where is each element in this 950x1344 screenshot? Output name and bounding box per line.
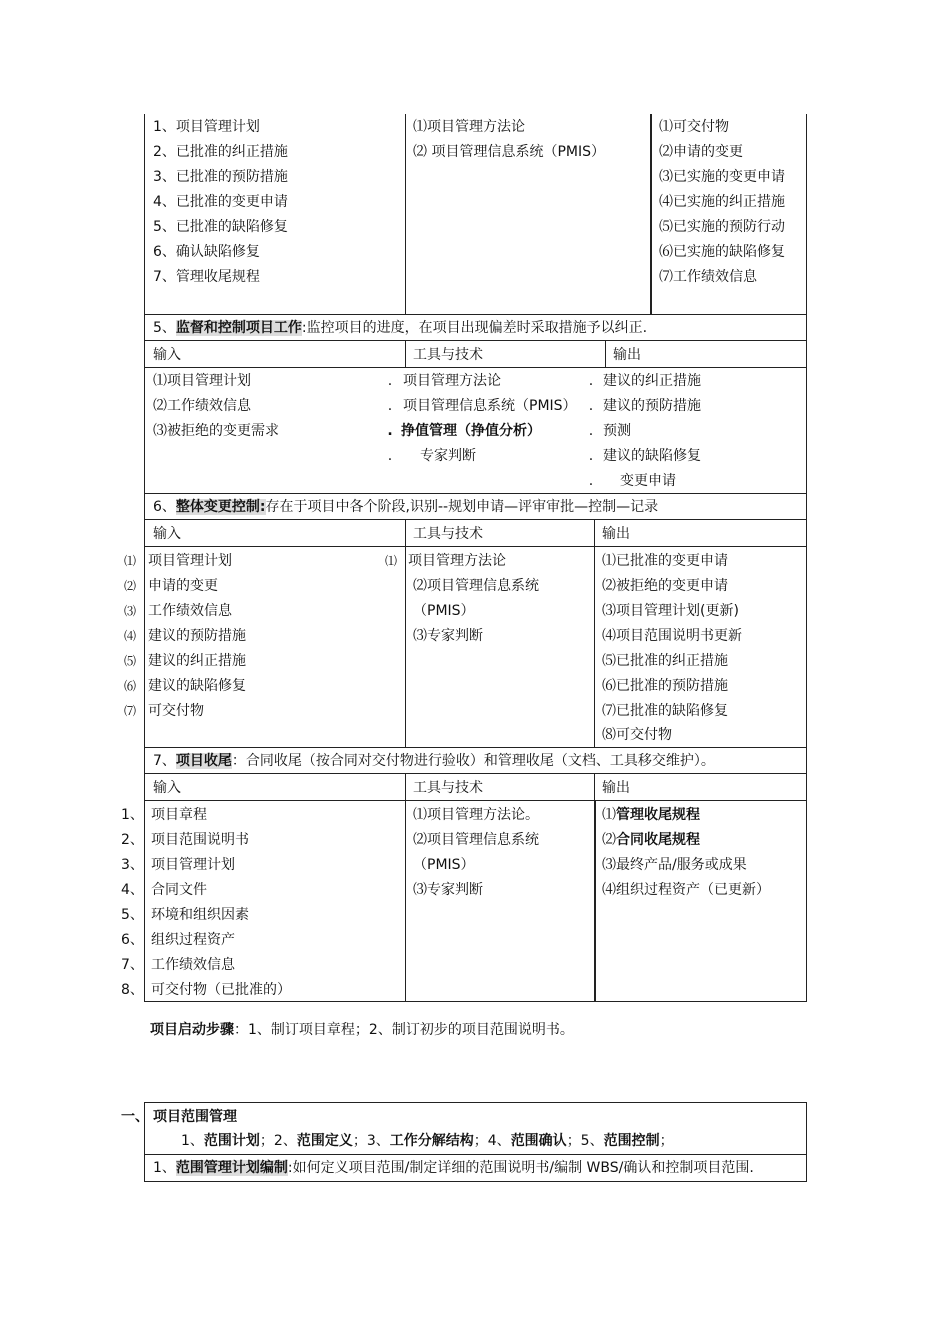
sec6-title: 整体变更控制: — [175, 499, 266, 515]
sec6-input-mark: ⑺ — [124, 704, 137, 718]
sec6-head-tools: 工具与技术 — [413, 526, 483, 542]
sec6-input-7: 可交付物 — [148, 703, 204, 719]
sec6-output-4: ⑷项目范围说明书更新 — [602, 628, 742, 644]
sec5-desc: :监控项目的进度，在项目出现偏差时采取措施予以纠正. — [301, 320, 648, 336]
sec6-output-6: ⑹已批准的预防措施 — [602, 678, 728, 694]
sec7-tool-3: （PMIS） — [413, 857, 475, 873]
sec7-title: 项目收尾 — [175, 753, 232, 769]
sec6-output-7: ⑺已批准的缺陷修复 — [602, 703, 728, 719]
scope-step-num: ；2、 — [259, 1133, 297, 1149]
sec4-output-1: ⑴可交付物 — [659, 119, 729, 135]
scope-step-end: ； — [659, 1133, 674, 1149]
sec7-output-3: 最终产品/服务或成果 — [616, 857, 747, 873]
sec6-input-mark: ⑴ — [124, 554, 137, 568]
startup-label: 项目启动步骤 — [150, 1022, 234, 1038]
sec7-output-2: 合同收尾规程 — [616, 832, 700, 848]
sec7-input-mark: 6、 — [121, 932, 144, 948]
sec7-input-mark: 2、 — [121, 832, 144, 848]
sec7-head-input: 输入 — [153, 780, 181, 796]
sec6-header — [144, 493, 807, 520]
sec7-output-mark: ⑷ — [602, 882, 616, 898]
sec6-tool-3: （PMIS） — [413, 603, 475, 619]
sec4-input-7: 7、管理收尾规程 — [153, 269, 260, 285]
sec5-head-tools: 工具与技术 — [413, 347, 483, 363]
sec5-tool-2: 项目管理信息系统（PMIS） — [403, 398, 577, 414]
sec7-output-4: 组织过程资产（已更新） — [616, 882, 770, 898]
sec5-tool-4: 专家判断 — [420, 448, 476, 464]
sec6-output-5: ⑸已批准的纠正措施 — [602, 653, 728, 669]
scope-step-wbs: 工作分解结构 — [389, 1133, 474, 1149]
sec5-tool-3: 挣值管理（挣值分析） — [401, 423, 541, 439]
sec7-input-2: 项目范围说明书 — [151, 832, 249, 848]
sec6-tool-1: 项目管理方法论 — [408, 553, 506, 569]
sec7-desc: ：合同收尾（按合同对交付物进行验收）和管理收尾（文档、工具移交维护）。 — [231, 753, 715, 769]
sec6-input-6: 建议的缺陷修复 — [148, 678, 246, 694]
sec6-output-1: ⑴已批准的变更申请 — [602, 553, 728, 569]
sec6-input-1: 项目管理计划 — [148, 553, 232, 569]
sec5-bullet: . — [588, 423, 594, 439]
sec4-input-6: 6、确认缺陷修复 — [153, 244, 260, 260]
sec7-input-6: 组织过程资产 — [151, 932, 235, 948]
scope-row-num: 1、 — [153, 1160, 176, 1176]
sec7-head-tools: 工具与技术 — [413, 780, 483, 796]
sec5-head-output: 输出 — [613, 347, 641, 363]
sec4-output-4: ⑷已实施的纠正措施 — [659, 194, 785, 210]
sec6-tool-4: ⑶专家判断 — [413, 628, 483, 644]
sec5-output-2: 建议的预防措施 — [603, 398, 701, 414]
sec6-output-3: ⑶项目管理计划(更新) — [602, 603, 739, 619]
sec7-output-mark: ⑶ — [602, 857, 616, 873]
sec7-head-output: 输出 — [602, 780, 630, 796]
sec5-bullet: . — [588, 448, 594, 464]
sec6-input-5: 建议的纠正措施 — [148, 653, 246, 669]
sec6-head-input: 输入 — [153, 526, 181, 542]
sec7-tool-1: ⑴项目管理方法论。 — [413, 807, 539, 823]
sec5-header — [144, 314, 807, 341]
sec4-output-7: ⑺工作绩效信息 — [659, 269, 757, 285]
sec4-output-6: ⑹已实施的缺陷修复 — [659, 244, 785, 260]
sec7-output-mark: ⑴ — [602, 807, 616, 823]
sec4-tool-1: ⑴项目管理方法论 — [413, 119, 525, 135]
sec5-head-input: 输入 — [153, 347, 181, 363]
sec5-input-2: ⑵工作绩效信息 — [153, 398, 251, 414]
scope-step-num: 1、 — [181, 1133, 204, 1149]
sec7-input-3: 项目管理计划 — [151, 857, 235, 873]
sec7-input-mark: 8、 — [121, 982, 144, 998]
sec7-input-7: 工作绩效信息 — [151, 957, 235, 973]
scope-step-define: 范围定义 — [296, 1133, 353, 1149]
sec7-input-mark: 3、 — [121, 857, 144, 873]
sec6-input-4: 建议的预防措施 — [148, 628, 246, 644]
sec5-title: 监督和控制项目工作 — [175, 320, 302, 336]
sec5-bullet: . — [588, 473, 594, 489]
sec6-output-8: ⑻可交付物 — [602, 727, 672, 743]
scope-step-control: 范围控制 — [603, 1133, 660, 1149]
sec7-header — [144, 747, 807, 774]
scope-header — [144, 1102, 807, 1155]
scope-row-title: 范围管理计划编制 — [175, 1160, 288, 1176]
sec7-output-mark: ⑵ — [602, 832, 616, 848]
sec6-num: 6、 — [153, 499, 176, 515]
sec5-tool-1: 项目管理方法论 — [403, 373, 501, 389]
sec4-tool-2: ⑵ 项目管理信息系统（PMIS） — [413, 144, 605, 160]
scope-step-num: ；3、 — [352, 1133, 390, 1149]
sec4-input-5: 5、已批准的缺陷修复 — [153, 219, 288, 235]
sec5-bullet: . — [387, 398, 393, 414]
sec6-input-mark: ⑸ — [124, 654, 137, 668]
sec7-input-4: 合同文件 — [151, 882, 207, 898]
sec4-input-1: 1、项目管理计划 — [153, 119, 260, 135]
sec6-output-2: ⑵被拒绝的变更申请 — [602, 578, 728, 594]
sec7-tool-4: ⑶专家判断 — [413, 882, 483, 898]
sec5-input-1: ⑴项目管理计划 — [153, 373, 251, 389]
sec7-input-5: 环境和组织因素 — [151, 907, 249, 923]
sec4-input-4: 4、已批准的变更申请 — [153, 194, 288, 210]
sec7-input-mark: 4、 — [121, 882, 144, 898]
sec6-input-mark: ⑵ — [124, 579, 137, 593]
scope-title: 项目范围管理 — [153, 1109, 237, 1125]
sec6-input-2: 申请的变更 — [148, 578, 218, 594]
sec5-bullet: . — [387, 423, 393, 439]
sec5-output-3: 预测 — [603, 423, 631, 439]
sec5-bullet: . — [588, 373, 594, 389]
sec7-output-1: 管理收尾规程 — [616, 807, 700, 823]
sec4-input-2: 2、已批准的纠正措施 — [153, 144, 288, 160]
sec6-input-3: 工作绩效信息 — [148, 603, 232, 619]
sec6-tool-mark: ⑴ — [385, 554, 398, 568]
sec7-input-1: 项目章程 — [151, 807, 207, 823]
sec6-head-output: 输出 — [602, 526, 630, 542]
scope-row-desc: :如何定义项目范围/制定详细的范围说明书/编制 WBS/确认和控制项目范围. — [287, 1160, 754, 1176]
scope-steps — [181, 1131, 674, 1151]
sec5-bullet: . — [588, 398, 594, 414]
scope-step-verify: 范围确认 — [510, 1133, 567, 1149]
startup-note — [150, 1020, 574, 1040]
sec6-tool-2: ⑵项目管理信息系统 — [413, 578, 539, 594]
scope-step-num: ；4、 — [473, 1133, 511, 1149]
sec5-output-5: 变更申请 — [620, 473, 676, 489]
startup-text: ：1、制订项目章程；2、制订初步的项目范围说明书。 — [234, 1022, 574, 1038]
sec5-bullet: . — [387, 448, 393, 464]
sec7-tool-2: ⑵项目管理信息系统 — [413, 832, 539, 848]
scope-step-plan: 范围计划 — [203, 1133, 260, 1149]
sec5-num: 5、 — [153, 320, 176, 336]
sec5-output-4: 建议的缺陷修复 — [603, 448, 701, 464]
sec4-output-3: ⑶已实施的变更申请 — [659, 169, 785, 185]
sec6-input-mark: ⑷ — [124, 629, 137, 643]
sec4-input-3: 3、已批准的预防措施 — [153, 169, 288, 185]
sec4-output-5: ⑸已实施的预防行动 — [659, 219, 785, 235]
sec5-output-1: 建议的纠正措施 — [603, 373, 701, 389]
scope-row-1 — [144, 1154, 807, 1182]
scope-step-num: ；5、 — [566, 1133, 604, 1149]
sec5-input-3: ⑶被拒绝的变更需求 — [153, 423, 279, 439]
sec7-input-8: 可交付物（已批准的） — [151, 982, 291, 998]
sec6-input-mark: ⑹ — [124, 679, 137, 693]
scope-mark: 一、 — [121, 1109, 149, 1125]
sec7-input-mark: 1、 — [121, 807, 144, 823]
sec4-output-2: ⑵申请的变更 — [659, 144, 743, 160]
sec7-num: 7、 — [153, 753, 176, 769]
sec7-input-mark: 7、 — [121, 957, 144, 973]
sec6-input-mark: ⑶ — [124, 604, 137, 618]
sec6-desc: 存在于项目中各个阶段,识别--规划申请—评审审批—控制—记录 — [265, 499, 659, 515]
sec5-bullet: . — [387, 373, 393, 389]
sec7-input-mark: 5、 — [121, 907, 144, 923]
